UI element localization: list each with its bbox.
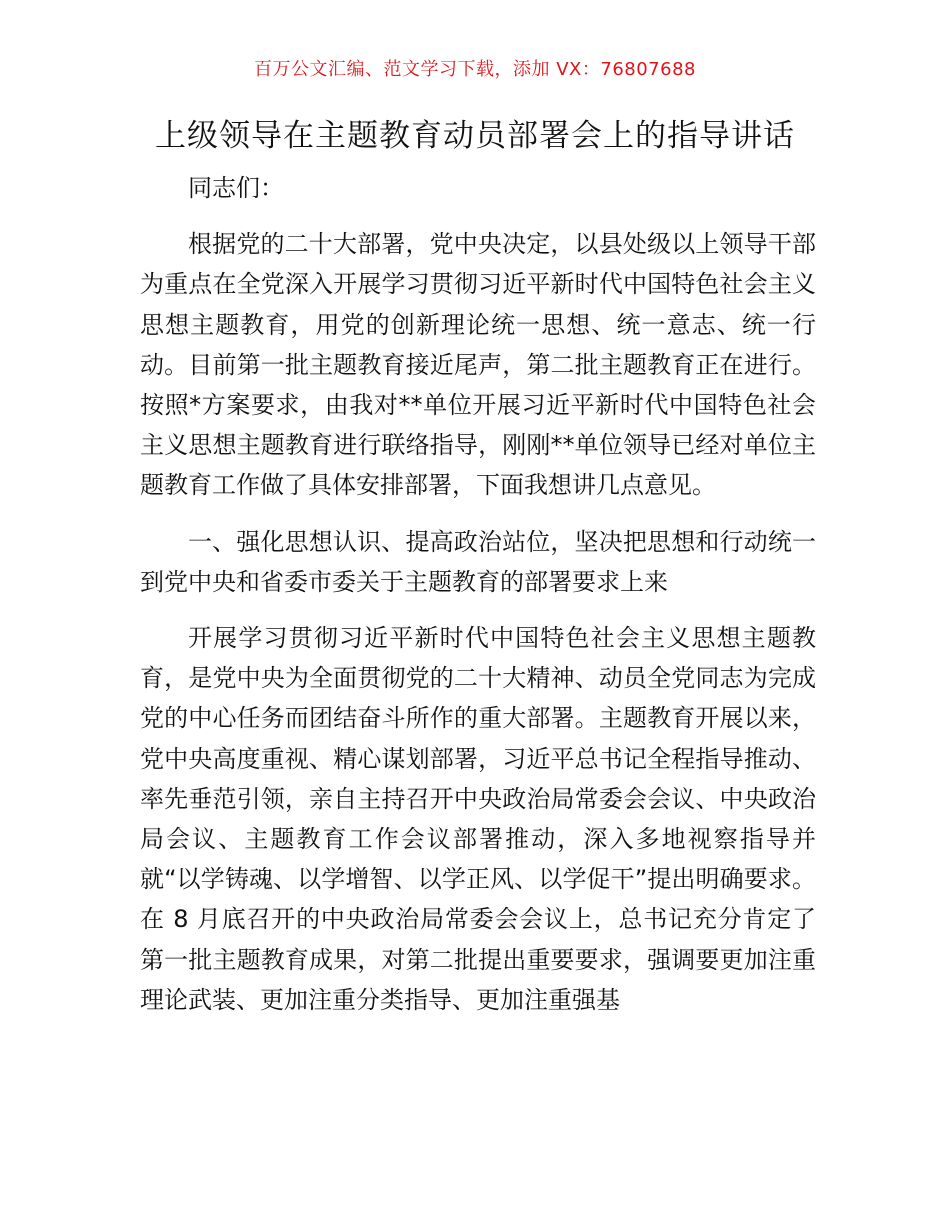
salutation: 同志们：	[188, 174, 284, 202]
watermark-header: 百万公文汇编、范文学习下载，添加 VX：76807688	[254, 59, 696, 80]
paragraph-section-1: 开展学习贯彻习近平新时代中国特色社会主义思想主题教育，是党中央为全面贯彻党的二十大精神、动员全党同志为完成党的中心任务而团结奋斗所作的重大部署。主题教育开展以来，党中央高度重视、精心谋划部署，习近平总书记全程指导推动、率先垂范引领，亲自主持召开中央政治局常委会会议、中央政治局会议、主题教育工作会议部署推动，深入多地视察指导并就“以学铸魂、以学增智、以学正风、以学促干”提出明确要求。在 8 月底召开的中央政治局常委会会议上，总书记充分肯定了第一批主题教育成果，对第二批提出重要要求，强调要更加注重理论武装、更加注重分类指导、更加注重强基	[140, 624, 816, 1014]
paragraph-intro: 根据党的二十大部署，党中央决定，以县处级以上领导干部为重点在全党深入开展学习贯彻习近平新时代中国特色社会主义思想主题教育，用党的创新理论统一思想、统一意志、统一行动。目前第一批主题教育接近尾声，第二批主题教育正在进行。按照*方案要求，由我对**单位开展习近平新时代中国特色社会主义思想主题教育进行联络指导，刚刚**单位领导已经对单位主题教育工作做了具体安排部署，下面我想讲几点意见。	[140, 230, 816, 500]
section-heading-1: 一、强化思想认识、提高政治站位，坚决把思想和行动统一到党中央和省委市委关于主题教育的部署要求上来	[140, 527, 816, 596]
document-body	[140, 168, 816, 1036]
document-title: 上级领导在主题教育动员部署会上的指导讲话	[155, 118, 795, 154]
